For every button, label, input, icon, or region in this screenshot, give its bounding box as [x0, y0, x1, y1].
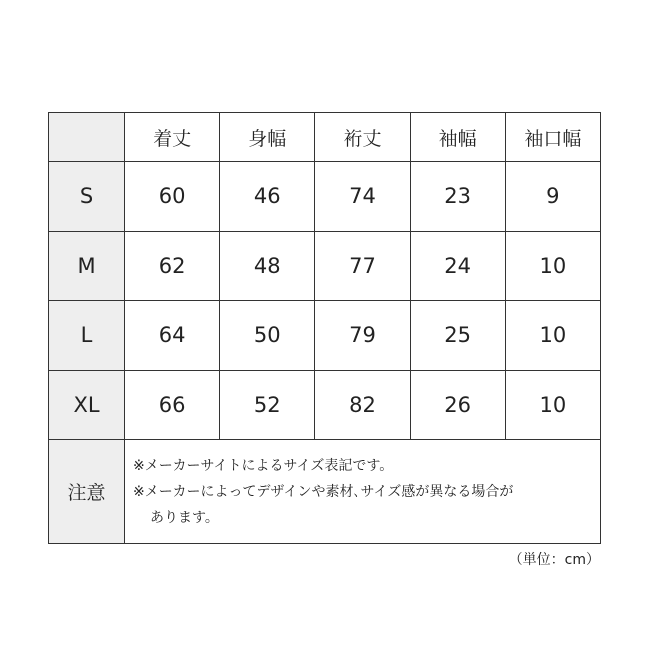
- table-cell: 10: [505, 231, 600, 301]
- note-line: あります。: [150, 509, 219, 526]
- table-row: [49, 301, 601, 371]
- table-cell: 60: [125, 162, 220, 232]
- note-label: 注意: [49, 440, 125, 544]
- note-text: [125, 440, 601, 544]
- header-body-width: 身幅: [220, 113, 315, 162]
- table-cell: 9: [505, 162, 600, 232]
- table-cell: 48: [220, 231, 315, 301]
- table-cell: 66: [125, 370, 220, 440]
- note-row: [49, 440, 601, 544]
- header-row: [49, 113, 601, 162]
- table-cell: 26: [410, 370, 505, 440]
- size-label: M: [49, 231, 125, 301]
- unit-note: （単位：cm）: [508, 552, 600, 568]
- table-cell: 25: [410, 301, 505, 371]
- note-line: ※メーカーサイトによるサイズ表記です。: [133, 457, 394, 474]
- note-line: ※メーカーによってデザインや素材､サイズ感が異なる場合が: [133, 483, 514, 500]
- table-cell: 50: [220, 301, 315, 371]
- size-label: L: [49, 301, 125, 371]
- header-length: 着丈: [125, 113, 220, 162]
- table-cell: 23: [410, 162, 505, 232]
- table-row: [49, 162, 601, 232]
- corner-cell: [49, 113, 125, 162]
- header-cuff-width: 袖口幅: [505, 113, 600, 162]
- header-sleeve-length: 裄丈: [315, 113, 410, 162]
- table-cell: 74: [315, 162, 410, 232]
- table-row: [49, 231, 601, 301]
- size-label: XL: [49, 370, 125, 440]
- table-cell: 24: [410, 231, 505, 301]
- table-cell: 64: [125, 301, 220, 371]
- table-cell: 79: [315, 301, 410, 371]
- size-label: S: [49, 162, 125, 232]
- table-cell: 52: [220, 370, 315, 440]
- table-cell: 77: [315, 231, 410, 301]
- table-cell: 62: [125, 231, 220, 301]
- table-cell: 82: [315, 370, 410, 440]
- table-cell: 10: [505, 301, 600, 371]
- table-cell: 46: [220, 162, 315, 232]
- table-cell: 10: [505, 370, 600, 440]
- table-row: [49, 370, 601, 440]
- header-sleeve-width: 袖幅: [410, 113, 505, 162]
- size-chart-table: [48, 112, 601, 544]
